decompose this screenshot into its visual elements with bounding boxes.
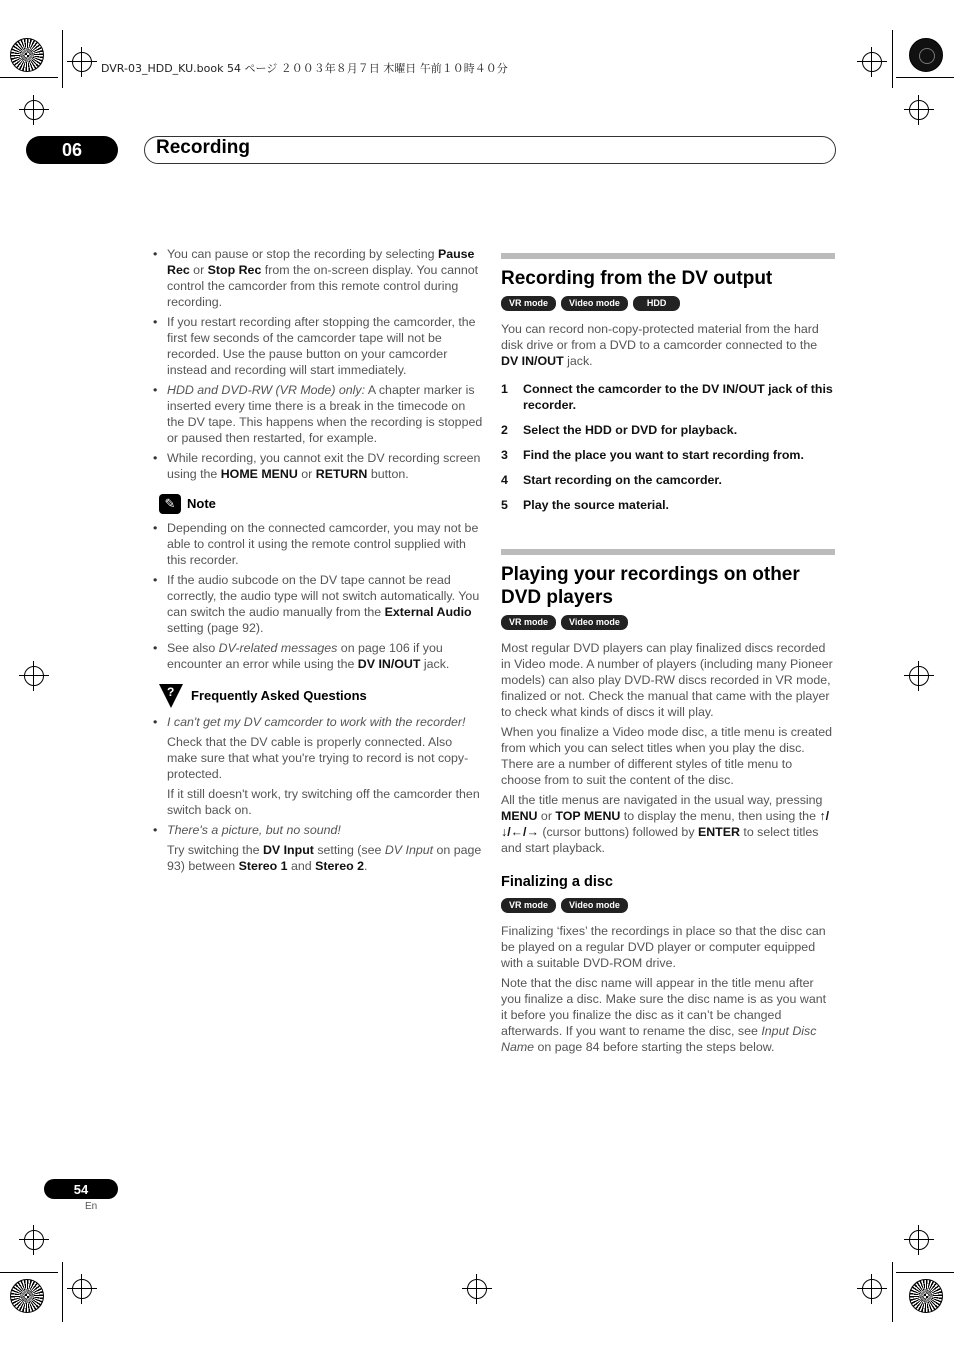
page-number: 54 [44, 1179, 118, 1199]
faq-list [153, 822, 483, 838]
crosshair-mark [909, 666, 929, 686]
paragraph: You can record non-copy-protected material from the hard disk drive or from a DVD to a camcorder connected to the DV IN/OUT jack. [501, 322, 819, 368]
crosshair-mark [24, 100, 44, 120]
video-mode-badge: Video mode [561, 615, 628, 630]
recording-tips-list [153, 246, 483, 482]
list-item: • See also DV-related messages on page 106 if you encounter an error while using the DV IN/OUT jack. [153, 640, 483, 672]
section-heading: Playing your recordings on other DVD players [501, 564, 800, 608]
registration-wheel-top-left [10, 38, 44, 72]
vr-mode-badge: VR mode [501, 296, 556, 311]
registration-wheel-top-right [909, 38, 943, 72]
video-mode-badge: Video mode [561, 898, 628, 913]
paragraph: All the title menus are navigated in the usual way, pressing MENU or TOP MENU to display the menu, then using the ↑/↓/←/→ (cursor buttons) followed by ENTER to select titles and start playback. [501, 793, 830, 855]
mode-badges [501, 898, 835, 913]
paragraph: Note that the disc name will appear in the title menu after you finalize a disc. Make sure the disc name is as you want it before you finalize the disc as it can’t be changed afterwards. If you want to rename the disc, see Input Disc Name on page 84 before starting the steps below. [501, 976, 827, 1054]
crosshair-mark [909, 1230, 929, 1250]
vr-mode-badge: VR mode [501, 615, 556, 630]
print-header: DVR-03_HDD_KU.book 54 ページ ２００３年８月７日 木曜日 午前１０時４０分 [101, 62, 508, 75]
mode-badges [501, 296, 835, 311]
list-item: • While recording, you cannot exit the DV recording screen using the HOME MENU or RETURN button. [153, 450, 483, 482]
faq-heading: ? Frequently Asked Questions [159, 684, 483, 708]
crop-line [896, 77, 954, 78]
vr-mode-badge: VR mode [501, 898, 556, 913]
crosshair-mark [72, 52, 92, 72]
step: 1 Connect the camcorder to the DV IN/OUT jack of this recorder. [501, 382, 833, 412]
list-item: • If you restart recording after stopping the camcorder, the first few seconds of the camcorder tape will not be recorded. Use the pause button on your camcorder instead and recording will start immediately. [153, 314, 483, 378]
crosshair-mark [862, 1279, 882, 1299]
subsection-heading: Finalizing a disc [501, 874, 613, 890]
registration-wheel-bottom-right [909, 1279, 943, 1313]
paragraph: Most regular DVD players can play finalized discs recorded in Video mode. A number of players (including many Pioneer models) can also play DVD-RW discs recorded in VR mode, finalized or not. Check the manual that came with the player to check what kinds of discs it will play. [501, 641, 833, 719]
crop-line [62, 1262, 63, 1322]
faq-list [153, 714, 483, 730]
note-list [153, 520, 483, 672]
chapter-number: 06 [26, 136, 118, 164]
chapter-title: Recording [156, 137, 250, 158]
crop-line [62, 30, 63, 88]
paragraph: Finalizing ‘fixes’ the recordings in place so that the disc can be played on a regular DVD player or computer equipped with a suitable DVD-ROM drive. [501, 924, 826, 970]
step: 3 Find the place you want to start recording from. [501, 448, 804, 462]
crop-line [896, 1272, 954, 1273]
crosshair-mark [24, 1230, 44, 1250]
faq-question: • There's a picture, but no sound! [153, 822, 483, 838]
list-item: • HDD and DVD-RW (VR Mode) only: A chapter marker is inserted every time there is a break in the timecode on the DV tape. This happens when the recording is stopped or paused then restarted, for example. [153, 382, 483, 446]
list-item: • If the audio subcode on the DV tape cannot be read correctly, the audio type will not switch automatically. You can switch the audio manually from the External Audio setting (page 92). [153, 572, 483, 636]
crosshair-mark [909, 100, 929, 120]
step: 2 Select the HDD or DVD for playback. [501, 423, 738, 437]
list-item: • Depending on the connected camcorder, you may not be able to control it using the remote control supplied with this recorder. [153, 520, 483, 568]
video-mode-badge: Video mode [561, 296, 628, 311]
crop-line [0, 1272, 58, 1273]
paragraph: When you finalize a Video mode disc, a title menu is created from which you can select titles when you play the disc. There are a number of different styles of title menu to choose from to suit the content of the disc. [501, 725, 833, 787]
crosshair-mark [72, 1279, 92, 1299]
step: 5 Play the source material. [501, 498, 670, 512]
faq-answer: If it still doesn't work, try switching off the camcorder then switch back on. [167, 787, 480, 817]
section-rule [501, 549, 835, 555]
registration-wheel-bottom-left [10, 1279, 44, 1313]
faq-question: • I can't get my DV camcorder to work with the recorder! [153, 714, 483, 730]
section-rule [501, 253, 835, 259]
mode-badges [501, 615, 835, 630]
crosshair-mark [862, 52, 882, 72]
pencil-note-icon: ✎ [159, 494, 181, 514]
crop-line [0, 77, 58, 78]
faq-answer: Check that the DV cable is properly connected. Also make sure that what you're trying to record is not copy-protected. [167, 735, 469, 781]
hdd-badge: HDD [633, 296, 681, 311]
faq-answer: Try switching the DV Input setting (see DV Input on page 93) between Stereo 1 and Stereo 2. [167, 843, 482, 873]
right-column [501, 253, 835, 1059]
section-heading: Recording from the DV output [501, 268, 773, 289]
page-language: En [85, 1201, 98, 1212]
question-mark-icon: ? [159, 684, 183, 708]
crop-line [892, 1262, 893, 1322]
step: 4 Start recording on the camcorder. [501, 473, 722, 487]
crosshair-mark [24, 666, 44, 686]
crop-line [892, 30, 893, 88]
note-heading: ✎ Note [159, 494, 483, 514]
crosshair-mark [467, 1279, 487, 1299]
list-item: • You can pause or stop the recording by selecting Pause Rec or Stop Rec from the on-screen display. You cannot control the camcorder from this remote control during recording. [153, 246, 483, 310]
left-column [153, 246, 483, 878]
